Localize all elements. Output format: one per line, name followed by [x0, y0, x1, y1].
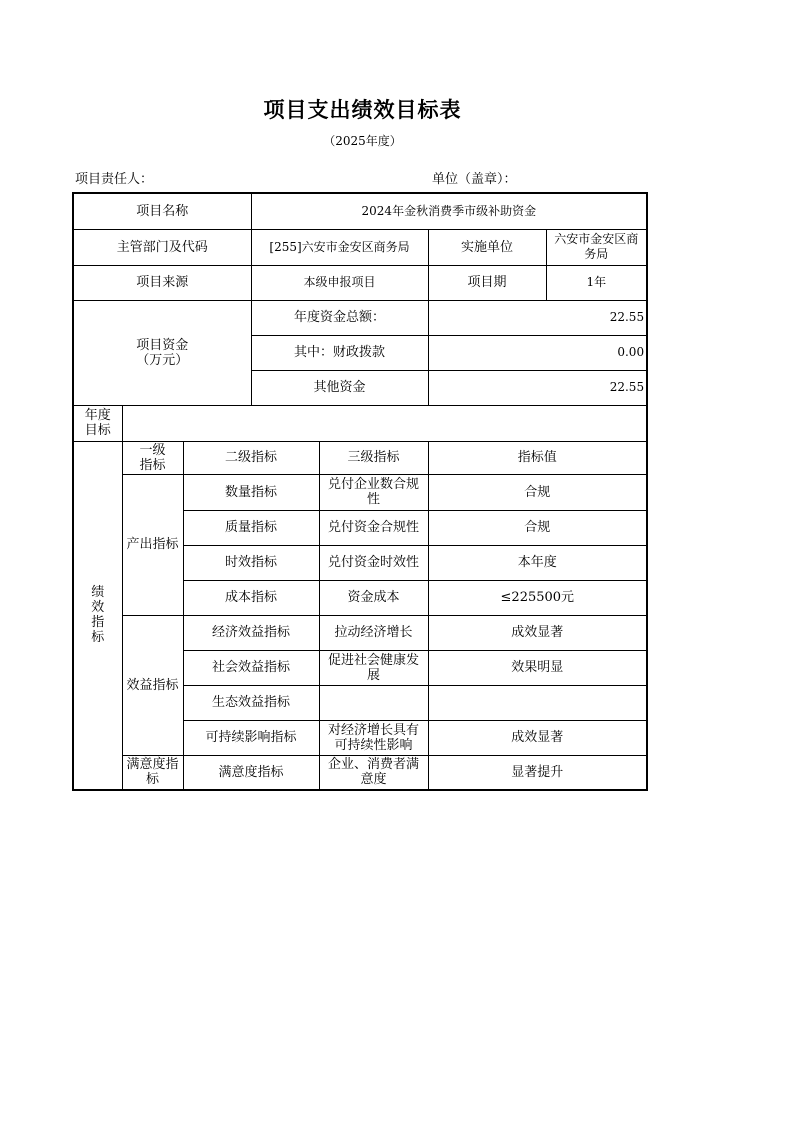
l2-cell: 数量指标 [183, 474, 319, 510]
l3-cell: 对经济增长具有可持续性影响 [319, 720, 428, 755]
l2-cell: 时效指标 [183, 545, 319, 580]
period-label: 项目期 [428, 265, 546, 300]
value-cell: 效果明显 [428, 650, 647, 685]
unit-label: 单位（盖章）： [432, 172, 517, 187]
funds-fiscal-label: 其中：财政拨款 [251, 335, 428, 370]
funds-other-label: 其他资金 [251, 370, 428, 405]
l2-cell: 可持续影响指标 [183, 720, 319, 755]
value-cell: ≤225500元 [428, 580, 647, 615]
l3-cell [319, 685, 428, 720]
value-cell [428, 685, 647, 720]
header-l2: 二级指标 [183, 441, 319, 474]
dept-label: 主管部门及代码 [73, 229, 251, 265]
responsible-label: 项目责任人： [75, 172, 154, 187]
period-value: 1年 [546, 265, 647, 300]
group-output-label: 产出指标 [122, 474, 183, 615]
group-satisfaction-label: 满意度指标 [122, 755, 183, 790]
l3-cell: 兑付企业数合规性 [319, 474, 428, 510]
l2-cell: 经济效益指标 [183, 615, 319, 650]
l2-cell: 成本指标 [183, 580, 319, 615]
dept-value: [255]六安市金安区商务局 [251, 229, 428, 265]
l2-cell: 质量指标 [183, 510, 319, 545]
project-name-label: 项目名称 [73, 193, 251, 229]
performance-table [72, 192, 648, 791]
l3-cell: 拉动经济增长 [319, 615, 428, 650]
funds-total-value: 22.55 [428, 300, 647, 335]
doc-subtitle: （2025年度） [323, 134, 402, 148]
annual-goal-value [122, 405, 647, 441]
header-l1: 一级 指标 [122, 441, 183, 474]
value-cell: 成效显著 [428, 720, 647, 755]
doc-title: 项目支出绩效目标表 [263, 98, 462, 122]
source-value: 本级申报项目 [251, 265, 428, 300]
impl-unit-label: 实施单位 [428, 229, 546, 265]
l3-cell: 企业、消费者满意度 [319, 755, 428, 790]
funds-label: 项目资金 （万元） [73, 300, 251, 405]
l2-cell: 生态效益指标 [183, 685, 319, 720]
l3-cell: 兑付资金合规性 [319, 510, 428, 545]
l3-cell: 资金成本 [319, 580, 428, 615]
funds-other-value: 22.55 [428, 370, 647, 405]
project-name-value: 2024年金秋消费季市级补助资金 [251, 193, 647, 229]
funds-total-label: 年度资金总额： [251, 300, 428, 335]
header-value: 指标值 [428, 441, 647, 474]
value-cell: 显著提升 [428, 755, 647, 790]
indicators-section-label: 绩 效 指 标 [73, 441, 122, 790]
value-cell: 合规 [428, 510, 647, 545]
annual-goal-label: 年度 目标 [73, 405, 122, 441]
value-cell: 本年度 [428, 545, 647, 580]
value-cell: 成效显著 [428, 615, 647, 650]
funds-fiscal-value: 0.00 [428, 335, 647, 370]
value-cell: 合规 [428, 474, 647, 510]
l3-cell: 兑付资金时效性 [319, 545, 428, 580]
header-l3: 三级指标 [319, 441, 428, 474]
l3-cell: 促进社会健康发展 [319, 650, 428, 685]
group-benefit-label: 效益指标 [122, 615, 183, 755]
source-label: 项目来源 [73, 265, 251, 300]
l2-cell: 社会效益指标 [183, 650, 319, 685]
impl-unit-value: 六安市金安区商务局 [546, 229, 647, 265]
l2-cell: 满意度指标 [183, 755, 319, 790]
